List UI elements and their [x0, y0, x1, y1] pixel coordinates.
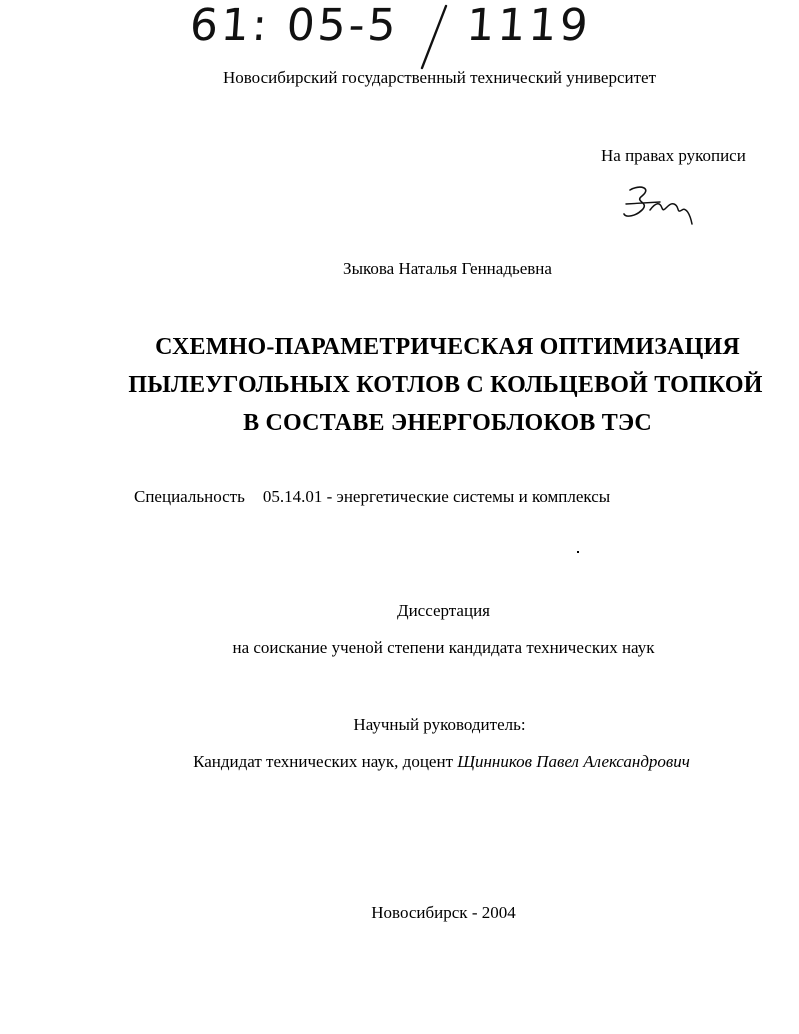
- supervisor-name: Щинников Павел Александрович: [457, 752, 690, 771]
- handwritten-signature: [620, 180, 700, 230]
- specialty-line: [134, 487, 610, 507]
- handwritten-catalogue-code: [188, 0, 592, 51]
- handwritten-slash-mark: [412, 2, 452, 72]
- handwritten-number-text: 1119: [464, 0, 593, 51]
- scan-speck: [577, 551, 579, 553]
- specialty-value: 05.14.01 - энергетические системы и комплексы: [262, 487, 611, 506]
- degree-line: на соискание ученой степени кандидата технических наук: [232, 638, 655, 657]
- specialty-label: Специальность: [134, 487, 245, 506]
- supervisor-label: Научный руководитель:: [353, 715, 526, 734]
- place-and-year: Новосибирск - 2004: [371, 903, 516, 922]
- university-name: Новосибирский государственный технический университет: [222, 68, 656, 87]
- supervisor-line: [42, 752, 799, 772]
- supervisor-title: Кандидат технических наук, доцент: [193, 752, 453, 771]
- title-line-2: ПЫЛЕУГОЛЬНЫХ КОТЛОВ С КОЛЬЦЕВОЙ ТОПКОЙ: [128, 372, 763, 398]
- author-name: Зыкова Наталья Геннадьевна: [343, 259, 552, 278]
- document-type: Диссертация: [396, 601, 490, 620]
- title-line-1: СХЕМНО-ПАРАМЕТРИЧЕСКАЯ ОПТИМИЗАЦИЯ: [155, 334, 740, 360]
- handwritten-code-text: 61: 05-5: [188, 0, 401, 51]
- title-line-3: В СОСТАВЕ ЭНЕРГОБЛОКОВ ТЭС: [243, 410, 652, 436]
- manuscript-rights-note: На правах рукописи: [601, 146, 746, 165]
